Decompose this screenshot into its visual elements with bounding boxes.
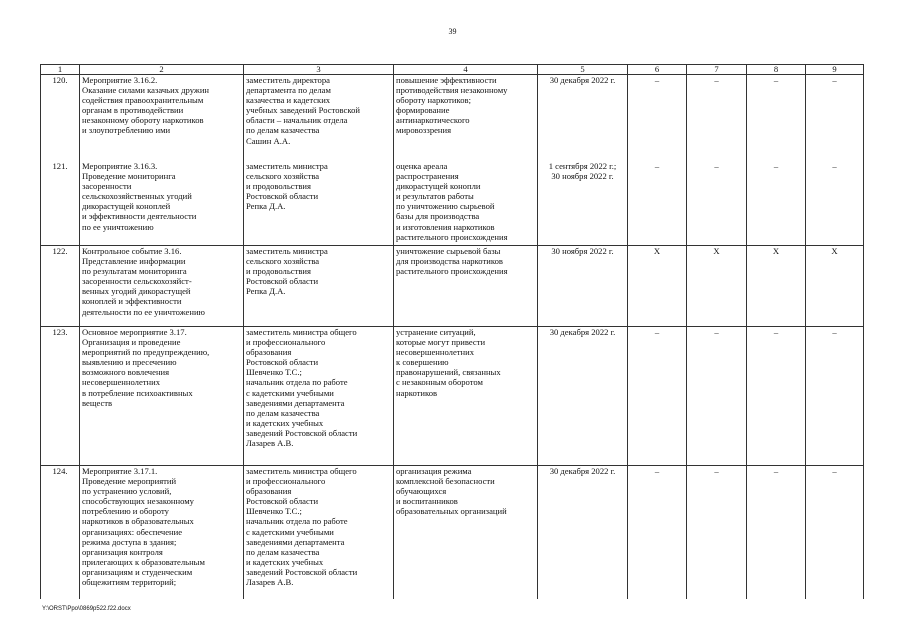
date-cell: 30 ноября 2022 г. [538, 246, 628, 327]
event-cell: Основное мероприятие 3.17. Организация и проведение мероприятий по предупреждению, выявлению и пресечению возможного вовлечения несовершеннолетних в потребление психоактивных веществ [80, 327, 244, 466]
mark-cell: Х [806, 246, 864, 327]
column-header: 8 [747, 65, 806, 75]
event-cell: Контрольное событие 3.16. Представление информации по результатам мониторинга засоренности сельскохозяйст- венных угодий дикорастущей коноплей и эффективности деятельности по ее уничтожению [80, 246, 244, 327]
row-number: 124. [41, 466, 80, 600]
date-cell: 30 декабря 2022 г. [538, 327, 628, 466]
result-cell: уничтожение сырьевой базы для производства наркотиков растительного происхождения [394, 246, 538, 327]
date-cell: 1 сентября 2022 г.; 30 ноября 2022 г. [538, 161, 628, 246]
mark-cell: – [628, 327, 687, 466]
column-header: 3 [244, 65, 394, 75]
result-cell: оценка ареала распространения дикорастущей конопли и результатов работы по уничтожению сырьевой базы для производства и изготовления наркотиков растительного происхождения [394, 161, 538, 246]
mark-cell: Х [687, 246, 747, 327]
responsible-cell: заместитель министра сельского хозяйства и продовольствия Ростовской области Репка Д.А. [244, 161, 394, 246]
column-header: 7 [687, 65, 747, 75]
file-path-footer: Y:\ORST\Ppo\0869p522.f22.docx [42, 606, 131, 612]
mark-cell: – [747, 75, 806, 162]
column-header: 6 [628, 65, 687, 75]
table-row [41, 75, 864, 162]
mark-cell: Х [628, 246, 687, 327]
responsible-cell: заместитель министра общего и профессионального образования Ростовской области Шевченко Т.С.; начальник отдела по работе с кадетскими учебными заведениями департамента по делам казачества и кадетских учебных заведений Ростовской области Лазарев А.В. [244, 327, 394, 466]
table-row [41, 327, 864, 466]
date-cell: 30 декабря 2022 г. [538, 466, 628, 600]
mark-cell: Х [747, 246, 806, 327]
table-row [41, 466, 864, 600]
event-cell: Мероприятие 3.16.3. Проведение мониторинга засоренности сельскохозяйственных угодий дикорастущей коноплей и эффективности деятельности по ее уничтожению [80, 161, 244, 246]
column-header: 9 [806, 65, 864, 75]
mark-cell: – [806, 75, 864, 162]
measures-table [40, 64, 864, 599]
result-cell: организация режима комплексной безопасности обучающихся и воспитанников образовательных организаций [394, 466, 538, 600]
page-number: 39 [448, 27, 457, 36]
column-header: 2 [80, 65, 244, 75]
mark-cell: – [747, 327, 806, 466]
mark-cell: – [806, 466, 864, 600]
mark-cell: – [628, 466, 687, 600]
event-cell: Мероприятие 3.17.1. Проведение мероприятий по устранению условий, способствующих незаконному потреблению и обороту наркотиков в образовательных организациях: обеспечение режима доступа в здания; организация контроля прилегающих к образовательным организациям и студенческим общежитиям территорий; [80, 466, 244, 600]
mark-cell: – [687, 75, 747, 162]
row-number: 121. [41, 161, 80, 246]
column-header: 5 [538, 65, 628, 75]
mark-cell: – [687, 161, 747, 246]
row-number: 122. [41, 246, 80, 327]
column-header: 1 [41, 65, 80, 75]
mark-cell: – [806, 161, 864, 246]
result-cell: устранение ситуаций, которые могут привести несовершеннолетних к совершению правонарушений, связанных с незаконным оборотом наркотиков [394, 327, 538, 466]
mark-cell: – [747, 466, 806, 600]
table-header-row [41, 65, 864, 75]
row-number: 120. [41, 75, 80, 162]
mark-cell: – [628, 75, 687, 162]
result-cell: повышение эффективности противодействия незаконному обороту наркотиков; формирование антинаркотического мировоззрения [394, 75, 538, 162]
mark-cell: – [687, 327, 747, 466]
event-cell: Мероприятие 3.16.2. Оказание силами казачьих дружин содействия правоохранительным органам в противодействии незаконному обороту наркотиков и злоупотреблению ими [80, 75, 244, 162]
mark-cell: – [628, 161, 687, 246]
table-row [41, 246, 864, 327]
row-number: 123. [41, 327, 80, 466]
responsible-cell: заместитель министра общего и профессионального образования Ростовской области Шевченко Т.С.; начальник отдела по работе с кадетскими учебными заведениями департамента по делам казачества и кадетских учебных заведений Ростовской области Лазарев А.В. [244, 466, 394, 600]
column-header: 4 [394, 65, 538, 75]
table-row [41, 161, 864, 246]
mark-cell: – [747, 161, 806, 246]
responsible-cell: заместитель директора департамента по делам казачества и кадетских учебных заведений Ростовской области – начальник отдела по делам казачества Сашин А.А. [244, 75, 394, 162]
mark-cell: – [687, 466, 747, 600]
responsible-cell: заместитель министра сельского хозяйства и продовольствия Ростовской области Репка Д.А. [244, 246, 394, 327]
mark-cell: – [806, 327, 864, 466]
date-cell: 30 декабря 2022 г. [538, 75, 628, 162]
